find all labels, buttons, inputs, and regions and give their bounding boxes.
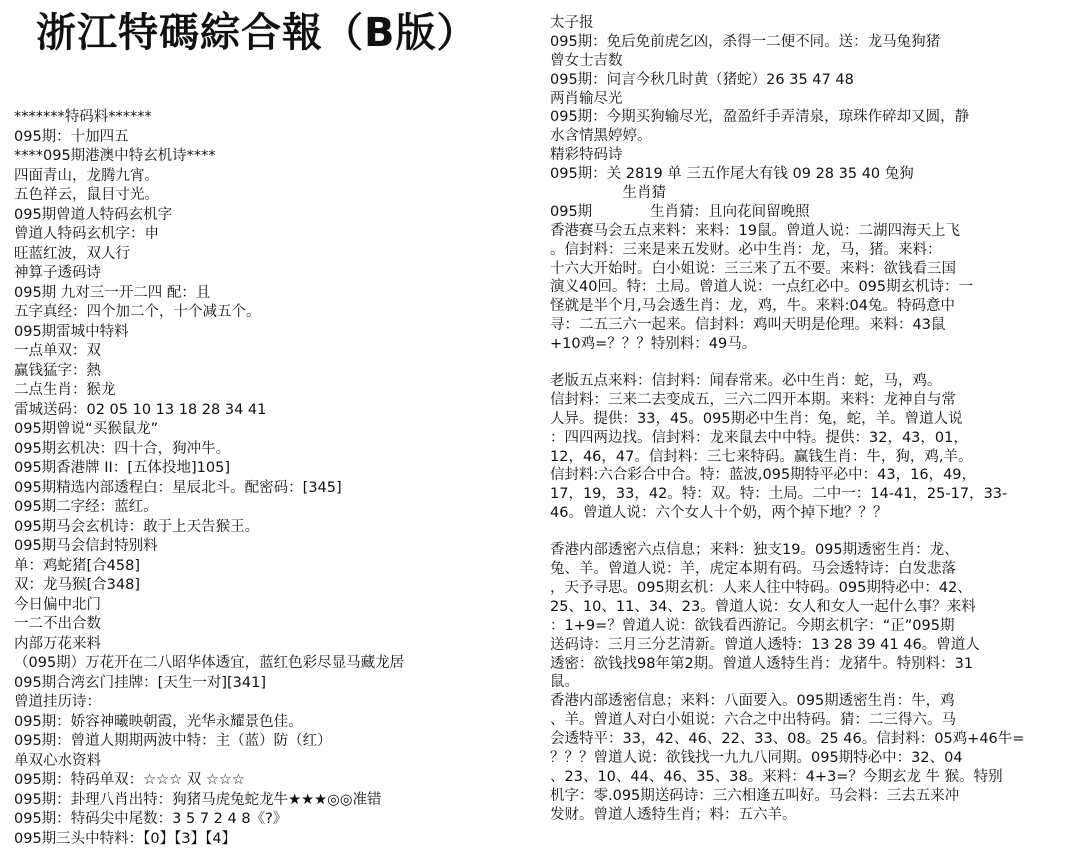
text-line: 095期：娇容神曦映朝霞，光华永耀景色佳。 <box>14 713 303 730</box>
text-line: 双：龙马猴[合348] <box>14 577 140 593</box>
text-line: 十六大开始时。白小姐说：三三来了五不要。来料：欲钱看三国 <box>550 260 956 277</box>
text-line: 095期：今期买狗输尽光，盈盈纤手弄清泉，琼珠作碎却又圆，静 <box>550 109 970 126</box>
text-line: 太子报 <box>550 15 594 31</box>
text-line: 五字真经：四个加二个，十个减五个。 <box>14 304 261 320</box>
text-line: 香港内部透密信息；来料：八面要入。095期透密生肖：牛，鸡 <box>550 693 955 710</box>
text-line: 五色祥云，鼠目寸光。 <box>14 187 159 203</box>
text-line: 095期 九对三一开二四 配：且 <box>14 284 211 301</box>
text-line: 12，46，47。信封料：三七来特码。赢钱生肖：牛，狗，鸡,羊。 <box>550 448 973 465</box>
text-line: 。信封料：三来是来五发财。必中生肖：龙，马，猪。来料： <box>550 241 942 258</box>
text-line: 曾女士吉数 <box>550 52 623 69</box>
text-line: 旺蓝红波，双人行 <box>14 245 130 262</box>
text-line: 17，19，33，42。特：双。特：土局。二中一：14-41，25-17，33- <box>550 486 1008 503</box>
text-line: 演义40回。特：土局。曾道人说：一点红必中。095期玄机诗：一 <box>550 279 974 296</box>
text-line: 095期精选内部透程白：星辰北斗。配密码：[345] <box>14 479 342 496</box>
text-line: 095期马会信封特别料 <box>14 538 158 554</box>
text-line: 神算子透码诗 <box>14 265 101 281</box>
text-line: 095期：曾道人期期两波中特：主（蓝）防（红） <box>14 733 332 749</box>
text-line: *******特码料****** <box>14 109 152 125</box>
right-column <box>550 14 1076 825</box>
text-line: 机字：零.095期送码诗：三六相逢五叫好。马会料：三去五来冲 <box>550 787 960 804</box>
text-line: 寻：二五三六一起来。信封料：鸡叫天明是伦理。来料：43鼠 <box>550 317 946 334</box>
text-line: 四面青山，龙腾九宵。 <box>14 167 159 184</box>
text-line: 095期：免后免前虎乞凶，杀得一二便不同。送：龙马兔狗猪 <box>550 33 941 50</box>
text-line: 095期三头中特料：【0】【3】【4】 <box>14 830 237 847</box>
section-gap <box>550 354 1076 372</box>
right-bottom-section <box>550 541 1076 824</box>
text-line: 精彩特码诗 <box>550 147 623 164</box>
text-line: 怪就是半个月,马会透生肖：龙，鸡，牛。来料:04兔。特码意中 <box>550 298 955 315</box>
text-line: 信封料:六合彩合中合。特：蓝波,095期特平必中：43，16，49， <box>550 467 977 484</box>
text-line: 095期合湾玄门挂牌：[天生一对][341] <box>14 674 266 691</box>
text-line: 透密：欲钱找98年第2期。曾道人透特生肖：龙猪牛。特别料：31 <box>550 655 974 672</box>
section-gap <box>550 523 1076 541</box>
text-line: 二点生肖：猴龙 <box>14 382 116 398</box>
text-line: 雷城送码：02 05 10 13 18 28 34 41 <box>14 401 267 418</box>
text-line: 香港内部透密六点信息；来料：独支19。095期透密生肖：龙、 <box>550 542 959 559</box>
text-line: ：1+9=？曾道人说：欲钱看西游记。今期玄机字：“正”095期 <box>550 617 955 634</box>
text-line: 信封料：三来二去变成五，三六二四开本期。来料：龙神自与常 <box>550 391 956 408</box>
text-line: （095期）万花开在二八昭华体透宜，蓝红色彩尽显马藏龙居 <box>14 655 405 671</box>
text-line: 会透特平：33，42、46、22、33、08。25 46。信封料：05鸡+46牛= <box>550 731 1025 748</box>
left-column <box>14 108 526 849</box>
text-line: 、23、10、44、46、35、38。来料：4+3=？今期玄龙 牛 猴。特别 <box>550 768 1003 785</box>
text-line: 095期马会玄机诗：敢于上天告猴王。 <box>14 518 260 535</box>
text-line: 两肖输尽光 <box>550 90 623 107</box>
text-line: 鼠。 <box>550 674 579 691</box>
text-line: 095期香港牌 II：[五体投地]105] <box>14 460 230 476</box>
text-line: 老版五点来料：信封料：闻春常来。必中生肖：蛇，马，鸡。 <box>550 373 942 390</box>
text-line: 095期二字经：蓝红。 <box>14 499 158 515</box>
newspaper-title: 浙江特碼綜合報（B版） <box>36 10 478 56</box>
text-line: 内部万花来料 <box>14 635 101 652</box>
right-top-section <box>550 14 1076 354</box>
text-line: 香港赛马会五点来料：来料：19鼠。曾道人说：二湖四海天上飞 <box>550 222 960 239</box>
text-line: 一点单双：双 <box>14 343 101 359</box>
text-line: 单：鸡蛇猪[合458] <box>14 557 140 574</box>
text-line: 曾道人特码玄机字：申 <box>14 226 159 242</box>
text-line: 、羊。曾道人对白小姐说：六合之中出特码。猜：二三得六。马 <box>550 712 956 729</box>
text-line: 095期玄机决：四十合，狗冲牛。 <box>14 440 231 457</box>
text-line: ？？？曾道人说：欲钱找一九九八同期。095期特必中：32、04 <box>550 749 963 766</box>
text-line: 水含情黑婷婷。 <box>550 128 652 145</box>
text-line: 095期 生肖猜：且向花间留晚照 <box>550 203 810 220</box>
text-line: 兔、羊。曾道人说：羊，虎定本期有码。马会透特诗：白发悲落 <box>550 561 956 578</box>
text-line: 赢钱猛字：熱 <box>14 362 101 379</box>
text-line: 095期曾道人特码玄机字 <box>14 206 173 223</box>
text-line: 46。曾道人说：六个女人十个奶，两个掉下地？？？ <box>550 505 888 522</box>
text-line: ：四四两边找。信封料：龙来鼠去中中特。提供：32，43，01， <box>550 429 968 446</box>
text-line: ****095期港澳中特玄机诗**** <box>14 148 216 164</box>
text-line: 曾道挂历诗： <box>14 694 101 710</box>
text-line: +10鸡=？？？特别料：49马。 <box>550 336 757 353</box>
text-line: 095期：特码尖中尾数：3 5 7 2 4 8《?》 <box>14 811 288 827</box>
text-line: 生肖猜 <box>550 185 666 202</box>
text-line: 095期：卦理八肖出特：狗猪马虎兔蛇龙牛★★★◎◎准错 <box>14 791 382 808</box>
text-line: 095期：问言今秋几时黄（猪蛇）26 35 47 48 <box>550 71 854 88</box>
text-line: 095期：特码单双：☆☆☆ 双 ☆☆☆ <box>14 772 245 788</box>
text-line: 095期曾说“买猴鼠龙” <box>14 421 159 437</box>
text-line: 人异。提供：33，45。095期必中生肖：兔，蛇，羊。曾道人说 <box>550 410 963 427</box>
text-line: ，天予寻思。095期玄机：人来人往中特码。095期特必中：42、 <box>550 579 972 596</box>
text-line: 发财。曾道人透特生肖；料：五六羊。 <box>550 806 797 823</box>
text-line: 25、10、11、34、23。曾道人说：女人和女人一起什么事？来料 <box>550 598 976 615</box>
text-line: 单双心水资料 <box>14 752 101 769</box>
text-line: 095期：关 2819 单 三五作尾大有钱 09 28 35 40 兔狗 <box>550 166 914 183</box>
right-middle-section <box>550 372 1076 523</box>
text-line: 095期：十加四五 <box>14 128 129 145</box>
text-line: 一二不出合数 <box>14 616 101 632</box>
text-line: 送码诗：三月三分艺清新。曾道人透特：13 28 39 41 46。曾道人 <box>550 636 980 653</box>
text-line: 今日偏中北门 <box>14 596 101 613</box>
text-line: 095期雷城中特料 <box>14 323 129 340</box>
